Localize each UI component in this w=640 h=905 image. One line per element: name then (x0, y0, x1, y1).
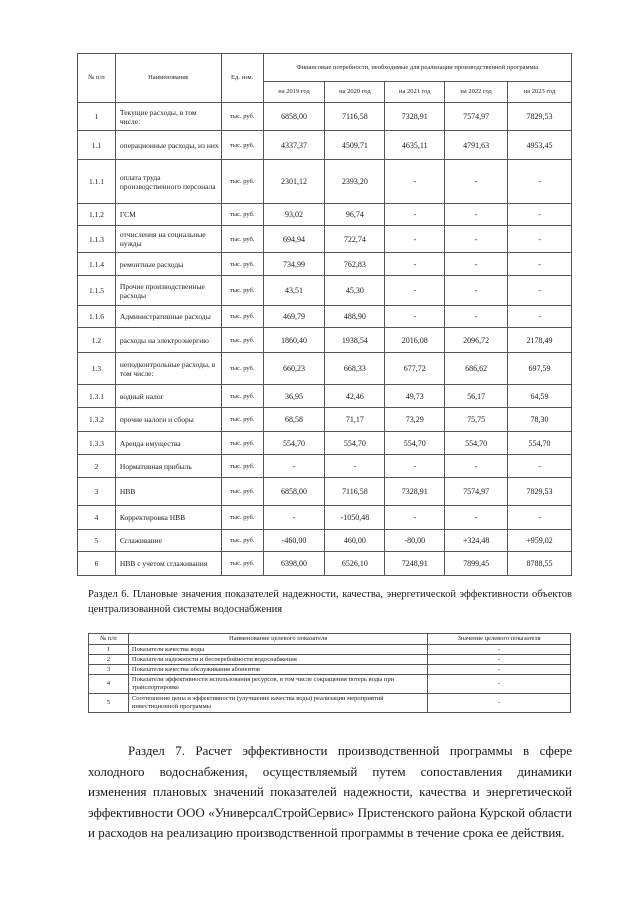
header-year: на 2021 год (385, 82, 445, 103)
row-number: 1.3.2 (78, 408, 116, 432)
row-value: 7829,53 (508, 103, 572, 131)
header-year: на 2020 год (325, 82, 385, 103)
row-number: 6 (78, 552, 116, 576)
table-row (78, 328, 572, 353)
row-value: 2096,72 (445, 328, 508, 353)
row-number: 1.1.4 (78, 253, 116, 276)
row-unit: тыс. руб. (221, 131, 263, 160)
table-row (89, 694, 571, 713)
row-value: 4953,45 (508, 131, 572, 160)
table-row (78, 276, 572, 306)
row-unit: тыс. руб. (221, 353, 263, 385)
row-value: 36,95 (263, 385, 325, 408)
row-name: оплата труда производственного персонала (115, 160, 221, 204)
row-value: +324,48 (445, 530, 508, 552)
table-row (78, 253, 572, 276)
row-value: 722,74 (325, 226, 385, 253)
table-row (78, 408, 572, 432)
row-value: 7116,58 (325, 103, 385, 131)
header-number: № п/п (78, 54, 116, 103)
row-name: операционные расходы, из них (115, 131, 221, 160)
table-row (78, 530, 572, 552)
row-number: 1.1.5 (78, 276, 116, 306)
row-name: расходы на электроэнергию (115, 328, 221, 353)
row-value: 7328,91 (385, 103, 445, 131)
row-value: +959,02 (508, 530, 572, 552)
row-value: 2393,20 (325, 160, 385, 204)
table-row (89, 675, 571, 694)
row-value: 694,94 (263, 226, 325, 253)
row-number: 1.1.3 (78, 226, 116, 253)
table-row (89, 645, 571, 655)
row-value: - (508, 160, 572, 204)
row-value: 6858,00 (263, 478, 325, 506)
row-name: Корректировка НВВ (115, 506, 221, 530)
row-number: 1.3 (78, 353, 116, 385)
row-value: 660,23 (263, 353, 325, 385)
row-unit: тыс. руб. (221, 455, 263, 478)
row-number: 1.3.3 (78, 432, 116, 455)
row-value: 4337,37 (263, 131, 325, 160)
kpi-number: 5 (89, 694, 129, 713)
row-value: - (508, 306, 572, 328)
header-unit: Ед. изм. (221, 54, 263, 103)
kpi-name: Показатели качества воды (128, 645, 427, 655)
row-value: 2016,08 (385, 328, 445, 353)
row-value: - (508, 226, 572, 253)
row-name: ремонтные расходы (115, 253, 221, 276)
row-value: 64,59 (508, 385, 572, 408)
row-value: -1050,48 (325, 506, 385, 530)
table-row (78, 455, 572, 478)
row-number: 2 (78, 455, 116, 478)
row-unit: тыс. руб. (221, 385, 263, 408)
row-value: - (445, 306, 508, 328)
row-value: 73,29 (385, 408, 445, 432)
row-unit: тыс. руб. (221, 226, 263, 253)
row-value: 45,30 (325, 276, 385, 306)
row-value: - (508, 253, 572, 276)
row-value: 7829,53 (508, 478, 572, 506)
row-value: 1938,54 (325, 328, 385, 353)
header-year: на 2022 год (445, 82, 508, 103)
kpi-value: - (428, 665, 571, 675)
kpi-name: Показатели надежности и бесперебойности водоснабжения (128, 655, 427, 665)
row-value: 1860,40 (263, 328, 325, 353)
row-unit: тыс. руб. (221, 204, 263, 226)
header-year: на 2019 год (263, 82, 325, 103)
table-row (78, 131, 572, 160)
row-name: неподконтрольные расходы, в том числе: (115, 353, 221, 385)
row-name: Нормативная прибыль (115, 455, 221, 478)
kpi-number: 2 (89, 655, 129, 665)
row-value: 71,17 (325, 408, 385, 432)
row-value: 43,51 (263, 276, 325, 306)
row-value: 677,72 (385, 353, 445, 385)
row-value: - (508, 204, 572, 226)
row-value: 6398,00 (263, 552, 325, 576)
row-number: 1 (78, 103, 116, 131)
row-value: - (508, 455, 572, 478)
row-number: 1.1.6 (78, 306, 116, 328)
row-value: 96,74 (325, 204, 385, 226)
row-value: - (445, 160, 508, 204)
row-name: Административные расходы (115, 306, 221, 328)
kpi-header-name: Наименование целевого показателя (128, 634, 427, 645)
row-name: НВВ с учетом сглаживания (115, 552, 221, 576)
row-unit: тыс. руб. (221, 253, 263, 276)
row-value: 7248,91 (385, 552, 445, 576)
row-value: 554,70 (325, 432, 385, 455)
row-name: водный налог (115, 385, 221, 408)
table-row (78, 506, 572, 530)
row-name: Прочие производственные расходы (115, 276, 221, 306)
row-value: 488,90 (325, 306, 385, 328)
row-value: 7574,97 (445, 478, 508, 506)
row-value: - (445, 204, 508, 226)
row-value: - (445, 226, 508, 253)
row-value: - (385, 253, 445, 276)
row-name: прочие налоги и сборы (115, 408, 221, 432)
row-value: 460,00 (325, 530, 385, 552)
row-value: - (385, 160, 445, 204)
header-name: Наименование (115, 54, 221, 103)
table-row (78, 385, 572, 408)
table-row (78, 552, 572, 576)
kpi-header-value: Значение целевого показателя (428, 634, 571, 645)
row-name: НВВ (115, 478, 221, 506)
row-value: 42,46 (325, 385, 385, 408)
row-value: - (325, 455, 385, 478)
row-value: - (445, 253, 508, 276)
row-unit: тыс. руб. (221, 103, 263, 131)
row-number: 1.1 (78, 131, 116, 160)
table-row (78, 103, 572, 131)
row-unit: тыс. руб. (221, 552, 263, 576)
kpi-name: Соотношение цены и эффективности (улучшение качества воды) реализации мероприятий инвестиционной программы (128, 694, 427, 713)
kpi-value: - (428, 655, 571, 665)
row-value: 49,73 (385, 385, 445, 408)
table-row (89, 665, 571, 675)
row-name: Аренда имущества (115, 432, 221, 455)
kpi-number: 4 (89, 675, 129, 694)
row-number: 4 (78, 506, 116, 530)
row-value: 4791,63 (445, 131, 508, 160)
row-value: - (385, 204, 445, 226)
section-7-paragraph: Раздел 7. Расчет эффективности производственной программы в сфере холодного водоснабжения, осуществляемый путем сопоставления динамики изменения плановых значений показателей надежности, качества и энергетической эффективности ООО «УниверсалСтройСервис» Пристенского района Курской области и расходов на реализацию производственной программы в течение срока ее действия. (88, 743, 572, 840)
row-value: 554,70 (385, 432, 445, 455)
row-value: 2301,12 (263, 160, 325, 204)
row-number: 1.1.1 (78, 160, 116, 204)
row-value: - (445, 455, 508, 478)
row-value: -460,00 (263, 530, 325, 552)
row-number: 1.3.1 (78, 385, 116, 408)
row-value: 554,70 (445, 432, 508, 455)
row-value: -80,00 (385, 530, 445, 552)
row-value: 56,17 (445, 385, 508, 408)
table-row (78, 478, 572, 506)
row-value: - (508, 276, 572, 306)
row-value: 7574,97 (445, 103, 508, 131)
kpi-header-number: № п/п (89, 634, 129, 645)
target-indicators-table (88, 633, 571, 713)
row-unit: тыс. руб. (221, 408, 263, 432)
row-unit: тыс. руб. (221, 160, 263, 204)
row-value: 68,58 (263, 408, 325, 432)
row-value: 6858,00 (263, 103, 325, 131)
row-value: - (445, 506, 508, 530)
row-value: 8788,55 (508, 552, 572, 576)
row-value: 6526,10 (325, 552, 385, 576)
table-row (78, 226, 572, 253)
row-value: - (385, 306, 445, 328)
row-value: 7899,45 (445, 552, 508, 576)
row-value: 75,75 (445, 408, 508, 432)
row-value: - (263, 455, 325, 478)
header-year: на 2023 год (508, 82, 572, 103)
row-name: ГСМ (115, 204, 221, 226)
row-value: 4509,71 (325, 131, 385, 160)
row-value: 7116,58 (325, 478, 385, 506)
kpi-value: - (428, 675, 571, 694)
row-number: 1.2 (78, 328, 116, 353)
table-row (89, 655, 571, 665)
table-row (78, 306, 572, 328)
row-value: - (445, 276, 508, 306)
kpi-value: - (428, 694, 571, 713)
row-unit: тыс. руб. (221, 328, 263, 353)
row-value: 686,62 (445, 353, 508, 385)
row-unit: тыс. руб. (221, 432, 263, 455)
row-value: 554,70 (263, 432, 325, 455)
row-unit: тыс. руб. (221, 530, 263, 552)
row-value: 734,99 (263, 253, 325, 276)
row-unit: тыс. руб. (221, 478, 263, 506)
row-value: 554,70 (508, 432, 572, 455)
row-name: Сглаживание (115, 530, 221, 552)
row-value: - (385, 226, 445, 253)
row-number: 5 (78, 530, 116, 552)
row-value: - (385, 506, 445, 530)
row-value: - (263, 506, 325, 530)
kpi-name: Показатели эффективности использования ресурсов, в том числе сокращения потерь воды при транспортировке (128, 675, 427, 694)
row-value: 668,33 (325, 353, 385, 385)
row-name: отчисления на социальные нужды (115, 226, 221, 253)
row-value: 78,30 (508, 408, 572, 432)
row-unit: тыс. руб. (221, 506, 263, 530)
kpi-number: 1 (89, 645, 129, 655)
row-value: 762,83 (325, 253, 385, 276)
table-row (78, 204, 572, 226)
row-value: - (385, 276, 445, 306)
row-value: 2178,49 (508, 328, 572, 353)
table-row (78, 160, 572, 204)
row-value: 4635,11 (385, 131, 445, 160)
row-value: 93,02 (263, 204, 325, 226)
row-value: 7328,91 (385, 478, 445, 506)
financial-needs-table (77, 53, 572, 576)
row-value: - (508, 506, 572, 530)
header-financial-needs: Финансовые потребности, необходимые для реализации производственной программы (263, 54, 571, 82)
kpi-name: Показатели качества обслуживания абонентов (128, 665, 427, 675)
kpi-number: 3 (89, 665, 129, 675)
row-value: 469,79 (263, 306, 325, 328)
row-number: 1.1.2 (78, 204, 116, 226)
table-row (78, 353, 572, 385)
kpi-value: - (428, 645, 571, 655)
row-unit: тыс. руб. (221, 276, 263, 306)
row-value: - (385, 455, 445, 478)
section-6-heading: Раздел 6. Плановые значения показателей надежности, качества, энергетической эффективности объектов централизованной системы водоснабжения (88, 589, 572, 615)
row-number: 3 (78, 478, 116, 506)
row-unit: тыс. руб. (221, 306, 263, 328)
table-row (78, 432, 572, 455)
row-value: 697,59 (508, 353, 572, 385)
row-name: Текущие расходы, в том числе: (115, 103, 221, 131)
